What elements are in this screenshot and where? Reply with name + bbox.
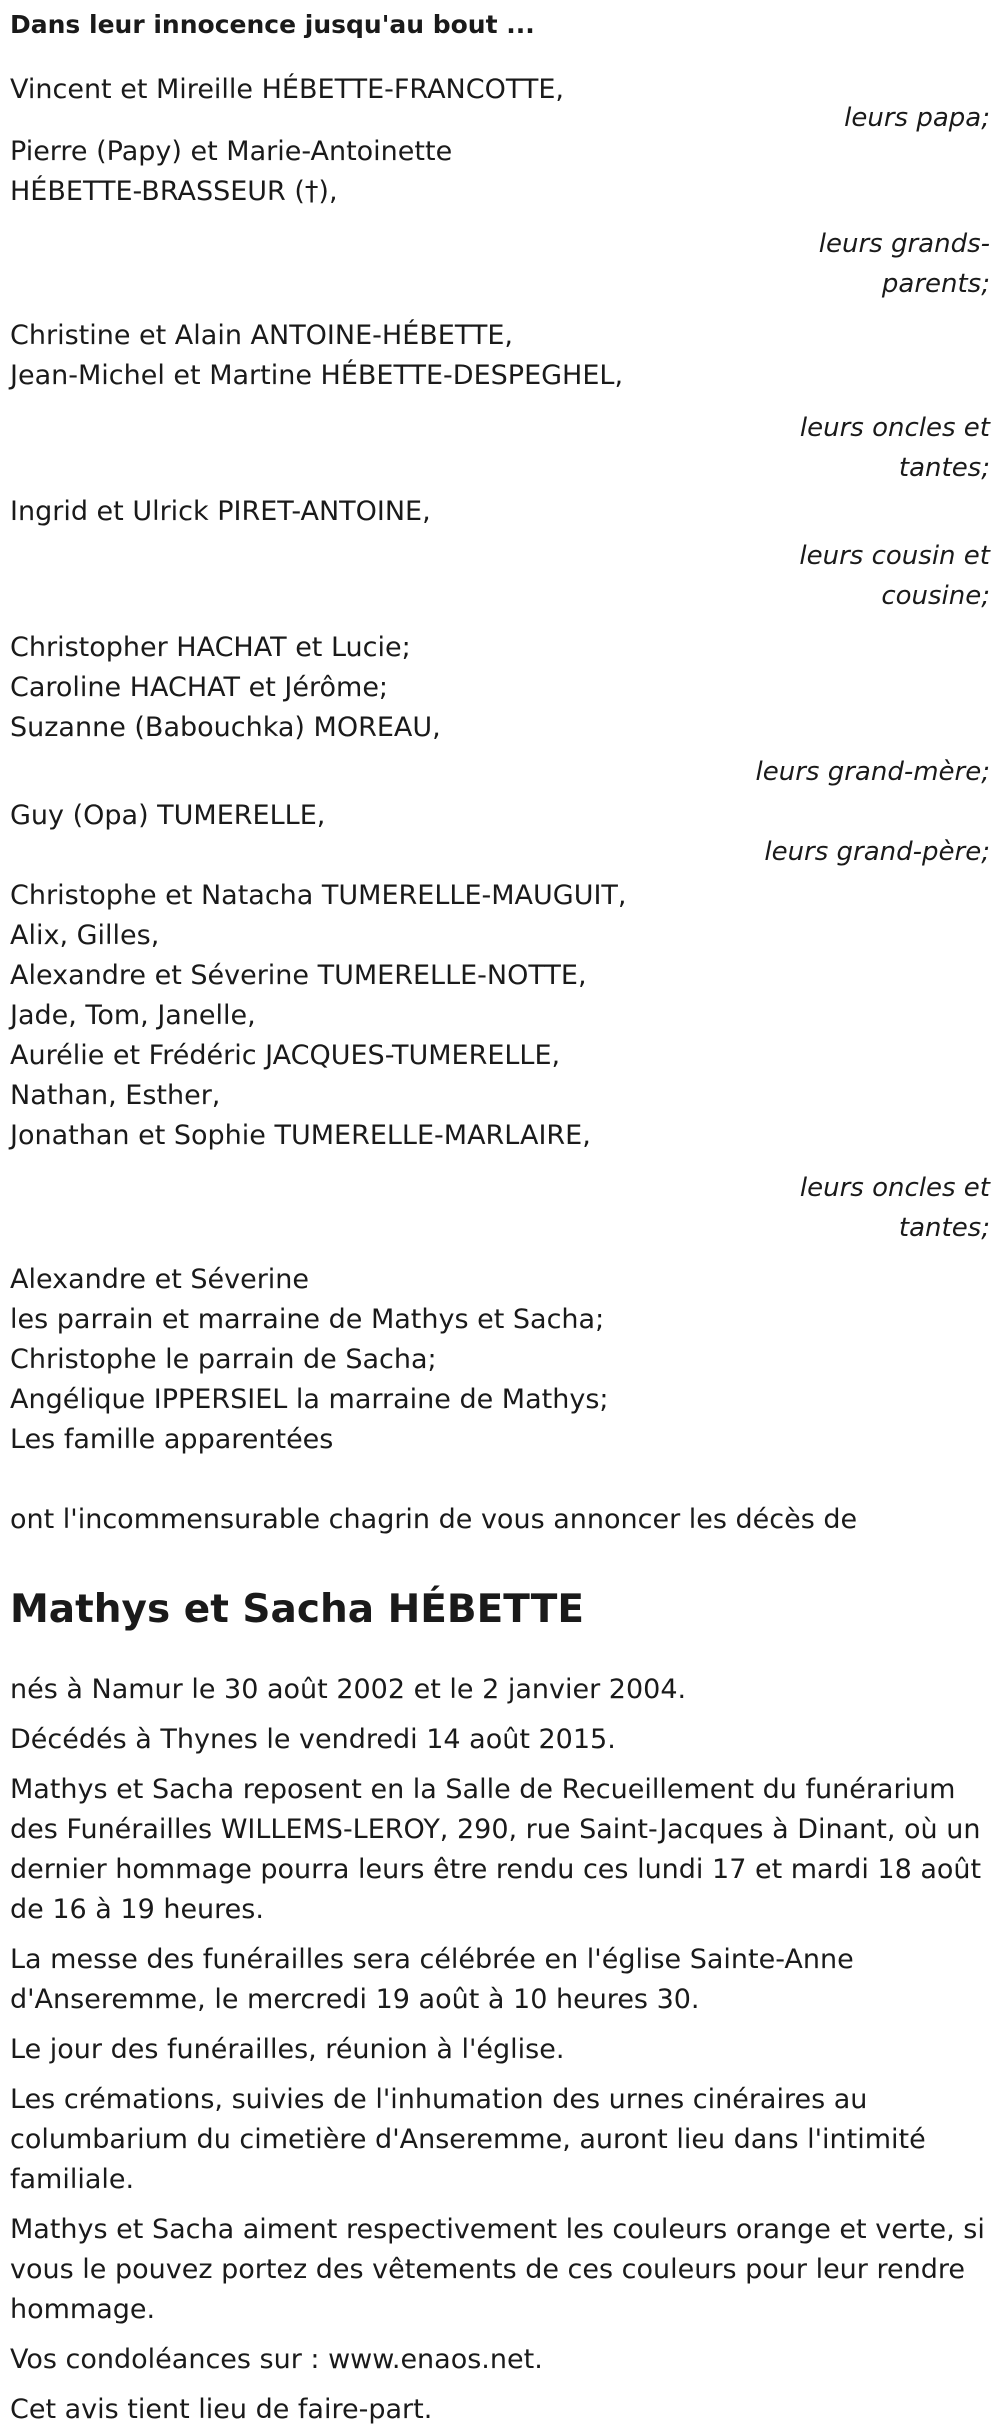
family-line: Pierre (Papy) et Marie-Antoinette: [10, 136, 453, 167]
relationship-label: tantes;: [898, 1213, 990, 1243]
mass-info: La messe des funérailles sera célébrée en l'église Sainte-Anne d'Anseremme, le mercredi 19 août à 10 heures 30.: [10, 1944, 854, 2015]
relationship-label: leurs oncles et: [799, 413, 990, 443]
deceased-name: Mathys et Sacha HÉBETTE: [10, 1587, 584, 1632]
viewing-info: Mathys et Sacha reposent en la Salle de Recueillement du funérarium des Funérailles WILLEMS-LEROY, 290, rue Saint-Jacques à Dinant, où un dernier hommage pourra leurs être rendu ces lundi 17 et mardi 18 août de 16 à 19 heures.: [10, 1774, 982, 1925]
family-line: Vincent et Mireille HÉBETTE-FRANCOTTE,: [10, 74, 565, 105]
family-line: HÉBETTE-BRASSEUR (†),: [10, 176, 338, 207]
family-line: Christine et Alain ANTOINE-HÉBETTE,: [10, 320, 513, 351]
meeting-info: Le jour des funérailles, réunion à l'église.: [10, 2034, 565, 2065]
family-line: Angélique IPPERSIEL la marraine de Mathys;: [10, 1384, 609, 1415]
family-group-grandfather: [10, 796, 990, 872]
family-group-uncles-aunts-2: [10, 876, 990, 1248]
family-line: Ingrid et Ulrick PIRET-ANTOINE,: [10, 496, 431, 527]
birth-info: nés à Namur le 30 août 2002 et le 2 janvier 2004.: [10, 1674, 687, 1705]
family-line: Christophe et Natacha TUMERELLE-MAUGUIT,: [10, 880, 627, 911]
family-line: Alix, Gilles,: [10, 920, 160, 951]
condolences-info: Vos condoléances sur : www.enaos.net.: [10, 2344, 543, 2375]
family-line: Nathan, Esther,: [10, 1080, 221, 1111]
family-line: Jonathan et Sophie TUMERELLE-MARLAIRE,: [10, 1120, 591, 1151]
family-line: Caroline HACHAT et Jérôme;: [10, 672, 389, 703]
family-line: les parrain et marraine de Mathys et Sacha;: [10, 1304, 605, 1335]
relationship-label: leurs papa;: [844, 103, 990, 133]
family-line: Christopher HACHAT et Lucie;: [10, 632, 411, 663]
family-line: Jean-Michel et Martine HÉBETTE-DESPEGHEL,: [10, 360, 624, 391]
family-line: Alexandre et Séverine: [10, 1264, 310, 1295]
family-group-uncles-aunts-1: [10, 316, 990, 488]
family-line: Les famille apparentées: [10, 1424, 334, 1455]
color-request: Mathys et Sacha aiment respectivement les couleurs orange et verte, si vous le pouvez portez des vêtements de ces couleurs pour leur rendre hommage.: [10, 2214, 985, 2325]
relationship-label: cousine;: [881, 581, 990, 611]
relationship-label: leurs grand-père;: [764, 837, 990, 867]
cremation-info: Les crémations, suivies de l'inhumation des urnes cinéraires au columbarium du cimetière d'Anseremme, auront lieu dans l'intimité familiale.: [10, 2084, 926, 2195]
relationship-label: leurs cousin et: [799, 541, 990, 571]
family-line: Aurélie et Frédéric JACQUES-TUMERELLE,: [10, 1040, 561, 1071]
family-group-grandmother: [10, 628, 990, 792]
announcement-text: ont l'incommensurable chagrin de vous annoncer les décès de: [10, 1504, 858, 1535]
family-group-parents: [10, 70, 990, 138]
family-line: Suzanne (Babouchka) MOREAU,: [10, 712, 441, 743]
intro-heading: Dans leur innocence jusqu'au bout ...: [10, 10, 535, 39]
family-line: Jade, Tom, Janelle,: [10, 1000, 256, 1031]
relationship-label: leurs grands-: [818, 229, 990, 259]
family-group-grandparents: [10, 132, 990, 304]
relationship-label: parents;: [881, 269, 990, 299]
family-line: Guy (Opa) TUMERELLE,: [10, 800, 326, 831]
relationship-label: leurs oncles et: [799, 1173, 990, 1203]
family-group-cousins: [10, 492, 990, 616]
family-line: Christophe le parrain de Sacha;: [10, 1344, 437, 1375]
family-line: Alexandre et Séverine TUMERELLE-NOTTE,: [10, 960, 587, 991]
relationship-label: tantes;: [898, 453, 990, 483]
death-info: Décédés à Thynes le vendredi 14 août 2015.: [10, 1724, 616, 1755]
notice-footer: Cet avis tient lieu de faire-part.: [10, 2394, 433, 2425]
relationship-label: leurs grand-mère;: [755, 757, 990, 787]
family-group-godparents: [10, 1260, 990, 1460]
